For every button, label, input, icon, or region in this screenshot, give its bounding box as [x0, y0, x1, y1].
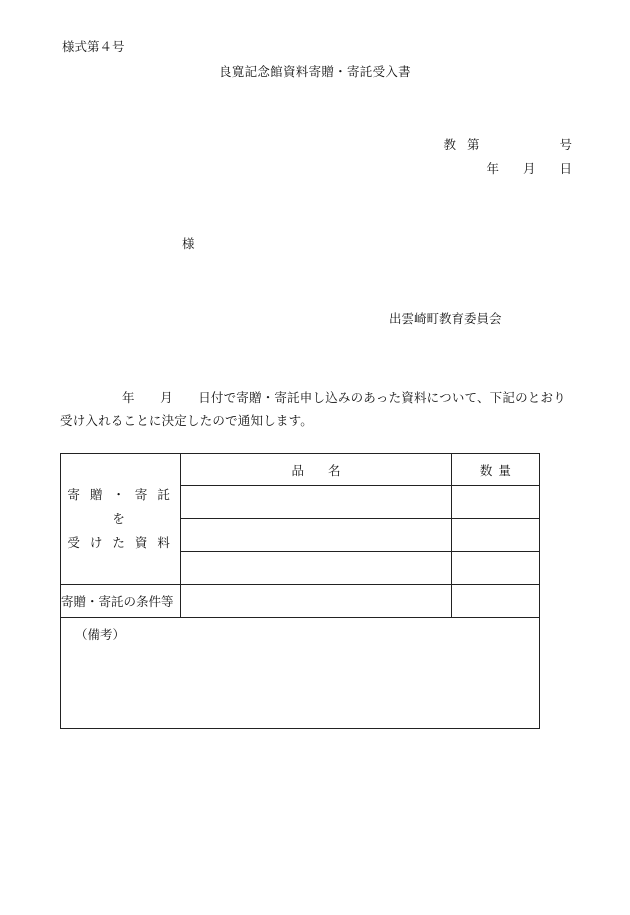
date-month: 月 — [522, 161, 536, 176]
table-header-row — [61, 454, 540, 486]
header-item-name: 品名 — [181, 454, 452, 486]
conditions-label: 寄贈・寄託の条件等 — [61, 585, 181, 618]
notes-label: （備考） — [75, 627, 126, 642]
received-items-table — [60, 453, 540, 729]
conditions-row — [61, 585, 540, 618]
received-items-label: 寄贈・寄託を 受けた資料 — [61, 454, 181, 585]
item-quantity-cell[interactable] — [451, 519, 539, 552]
notification-text: 年 月 日付で寄贈・寄託申し込みのあった資料について、下記のとおり受け入れることに決定したので通知します。 — [60, 390, 566, 428]
document-title: 良寛記念館資料寄贈・寄託受入書 — [218, 64, 411, 79]
notes-row — [61, 618, 540, 729]
date-day: 日 — [559, 161, 572, 176]
doc-number-prefix: 教 — [443, 137, 456, 152]
form-number: 様式第４号 — [62, 39, 125, 54]
header-quantity: 数量 — [451, 454, 539, 486]
item-name-cell[interactable] — [181, 552, 452, 585]
doc-number-middle: 第 — [466, 137, 480, 152]
item-quantity-cell[interactable] — [451, 552, 539, 585]
notes-cell[interactable] — [61, 618, 540, 729]
doc-number-suffix: 号 — [559, 137, 572, 152]
issuer: 出雲崎町教育委員会 — [389, 311, 502, 326]
item-name-cell[interactable] — [181, 519, 452, 552]
conditions-extra-cell[interactable] — [451, 585, 539, 618]
item-name-cell[interactable] — [181, 486, 452, 519]
item-quantity-cell[interactable] — [451, 486, 539, 519]
addressee: 様 — [182, 236, 195, 251]
date-year: 年 — [486, 161, 499, 176]
document-number — [443, 139, 572, 152]
conditions-cell[interactable] — [181, 585, 452, 618]
issue-date — [486, 163, 572, 176]
